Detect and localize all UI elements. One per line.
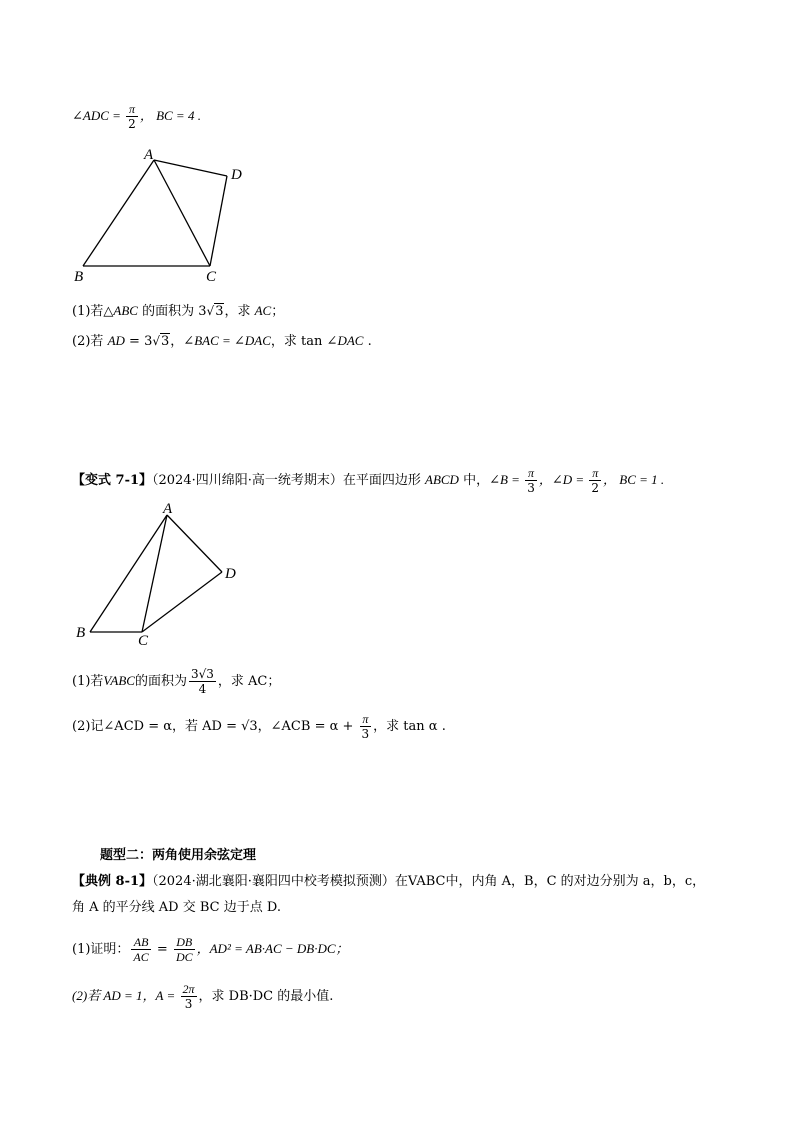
quadrilateral-figure-2 (70, 500, 250, 650)
example-8-1-question-1: (1)证明： $\frac{AB}{AC}$ = $\frac{DB}{DC}$ ，AD² = AB·AC − DB·DC； (72, 935, 349, 964)
edge-ac (142, 515, 167, 632)
fraction: $\frac{AB}{AC}$ (133, 935, 149, 964)
label-d: D (231, 167, 242, 183)
fraction: $\frac{\pi}{3}$ (527, 466, 535, 495)
block1-question-1: (1)若△ABC 的面积为 3√3，求 AC； (72, 303, 285, 319)
label-c: C (138, 633, 149, 649)
edge-ac (154, 160, 210, 266)
section-heading: 题型二：两角使用余弦定理 (100, 848, 257, 863)
block1-given-line: ∠ADC = $\frac{\pi}{2}$ ， BC = 4 . (72, 102, 201, 131)
fraction: $\frac{\pi}{3}$ (361, 712, 370, 741)
edge-ab (90, 515, 167, 632)
fraction: $\frac{2\pi}{3}$ (182, 982, 195, 1011)
fraction: $\frac{\pi}{2}$ (128, 102, 136, 131)
label-b: B (74, 269, 84, 285)
variant-7-1-question-2: (2)记∠ACD = α，若 AD = √3，∠ACB = α + $\frac{\pi}{3}$ ，求 tan α . (72, 712, 446, 741)
edge-ad (154, 160, 227, 176)
variant-7-1-stem: 【变式 7-1】（2024·四川绵阳·高一统考期末）在平面四边形 ABCD 中，∠B = $\frac{\pi}{3}$ ，∠D = $\frac{\pi}{2}$ ， BC = 1 . (72, 466, 665, 495)
label-c: C (206, 269, 217, 285)
example-8-1-line-1: 【典例 8-1】（2024·湖北襄阳·襄阳四中校考模拟预测）在VABC中，内角 A，B，C 的对边分别为 a，b，c， (72, 874, 706, 889)
label-b: B (76, 625, 86, 641)
fraction: $\frac{\pi}{2}$ (591, 466, 600, 495)
variant-7-1-question-1: (1)若VABC的面积为 $\frac{3√3}{4}$ ，求 AC； (72, 667, 281, 696)
edge-ab (83, 160, 154, 266)
edge-dc (210, 176, 227, 266)
example-8-1-question-2: (2)若 AD = 1，A = $\frac{2\pi}{3}$ ，求 DB·DC 的最小值. (72, 982, 334, 1011)
fraction: $\frac{3√3}{4}$ (190, 667, 214, 696)
edge-dc (142, 572, 222, 632)
example-8-1-line-2: 角 A 的平分线 AD 交 BC 边于点 D. (72, 900, 281, 915)
block1-question-2: (2)若 AD = 3√3，∠BAC = ∠DAC，求 tan ∠DAC . (72, 333, 372, 349)
label-a: A (163, 501, 173, 517)
label-a: A (144, 147, 154, 163)
edge-ad (167, 515, 222, 572)
fraction: $\frac{DB}{DC}$ (175, 935, 193, 964)
label-d: D (225, 566, 236, 582)
quadrilateral-figure-1 (70, 145, 270, 285)
